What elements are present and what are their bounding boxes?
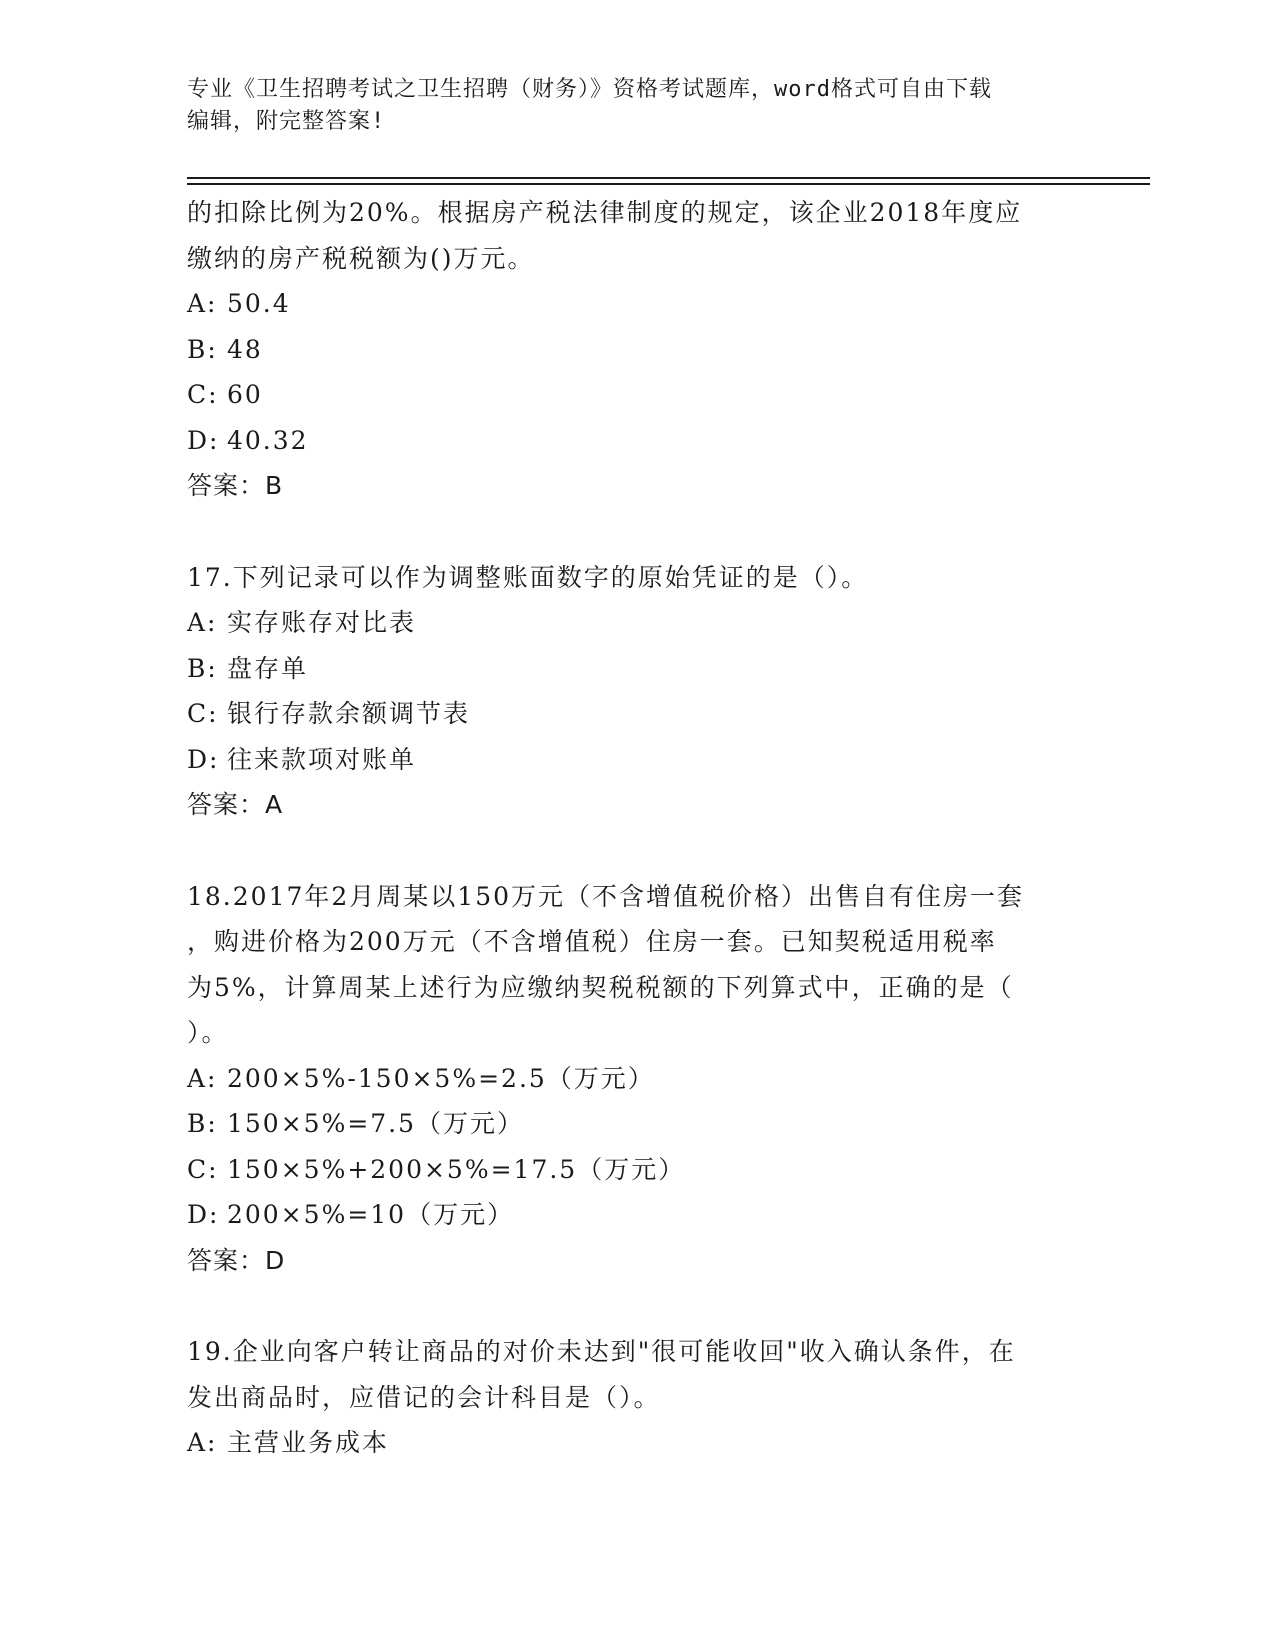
option-letter: B: [187, 1109, 218, 1138]
option-letter: A: [187, 608, 218, 637]
question-19 [187, 1329, 1087, 1466]
option-text: 150×5%=7.5（万元） [227, 1109, 525, 1138]
question-16 [187, 190, 1087, 509]
spacer [187, 509, 1087, 555]
option-a [187, 600, 1087, 646]
option-text: 150×5%+200×5%=17.5（万元） [227, 1154, 686, 1184]
option-c [187, 372, 1087, 418]
option-text: 40.32 [227, 425, 309, 455]
answer-line: 答案：A [187, 790, 284, 819]
question-stem-line: 的扣除比例为20%。根据房产税法律制度的规定，该企业2018年度应 [187, 198, 1023, 227]
answer-line: 答案：B [187, 471, 284, 500]
option-text: 往来款项对账单 [227, 744, 417, 774]
question-list [187, 190, 1087, 1466]
option-letter: D: [187, 425, 220, 455]
question-stem-line: 为5%，计算周某上述行为应缴纳契税税额的下列算式中，正确的是（ [187, 972, 1014, 1002]
option-d [187, 418, 1087, 464]
option-text: 实存账存对比表 [227, 608, 417, 637]
question-stem-line: 19.企业向客户转让商品的对价未达到"很可能收回"收入确认条件，在 [187, 1337, 1016, 1366]
question-stem-line: ）。 [187, 1018, 229, 1047]
option-letter: A: [187, 1428, 218, 1457]
option-text: 60 [227, 380, 263, 409]
header-divider-bottom [187, 183, 1150, 185]
option-letter: A: [187, 1063, 218, 1093]
question-stem-line: 17.下列记录可以作为调整账面数字的原始凭证的是（）。 [187, 562, 869, 592]
option-letter: D: [187, 1200, 220, 1229]
option-a [187, 1420, 1087, 1466]
header-line-1: 专业《卫生招聘考试之卫生招聘（财务）》资格考试题库，word格式可自由下载 [187, 77, 992, 102]
answer-line: 答案：D [187, 1245, 286, 1275]
option-b [187, 1101, 1087, 1147]
option-text: 50.4 [227, 289, 291, 318]
question-17 [187, 555, 1087, 828]
option-d [187, 737, 1087, 783]
question-18 [187, 874, 1087, 1284]
option-text: 200×5%-150×5%=2.5（万元） [227, 1063, 655, 1093]
option-a [187, 281, 1087, 327]
spacer [187, 828, 1087, 874]
option-a [187, 1056, 1087, 1102]
option-text: 银行存款余额调节表 [227, 699, 471, 728]
question-stem-line: 发出商品时，应借记的会计科目是（）。 [187, 1382, 661, 1412]
question-stem-line: ，购进价格为200万元（不含增值税）住房一套。已知契税适用税率 [187, 927, 997, 956]
option-text: 盘存单 [227, 653, 309, 683]
option-c [187, 1147, 1087, 1193]
option-letter: A: [187, 289, 218, 318]
option-letter: D: [187, 744, 220, 774]
option-letter: C: [187, 380, 219, 409]
header-line-2: 编辑，附完整答案! [187, 109, 386, 134]
question-stem-line: 缴纳的房产税税额为()万元。 [187, 243, 535, 273]
option-d [187, 1192, 1087, 1238]
option-text: 主营业务成本 [227, 1428, 390, 1457]
question-stem-line: 18.2017年2月周某以150万元（不含增值税价格）出售自有住房一套 [187, 881, 1025, 911]
option-b [187, 327, 1087, 373]
option-letter: C: [187, 699, 219, 728]
option-b [187, 646, 1087, 692]
option-text: 200×5%=10（万元） [227, 1200, 515, 1229]
document-header [187, 74, 1067, 138]
option-letter: B: [187, 653, 218, 683]
option-c [187, 691, 1087, 737]
header-divider-top [187, 177, 1150, 179]
option-text: 48 [227, 334, 263, 364]
option-letter: C: [187, 1154, 219, 1184]
option-letter: B: [187, 334, 218, 364]
spacer [187, 1283, 1087, 1329]
